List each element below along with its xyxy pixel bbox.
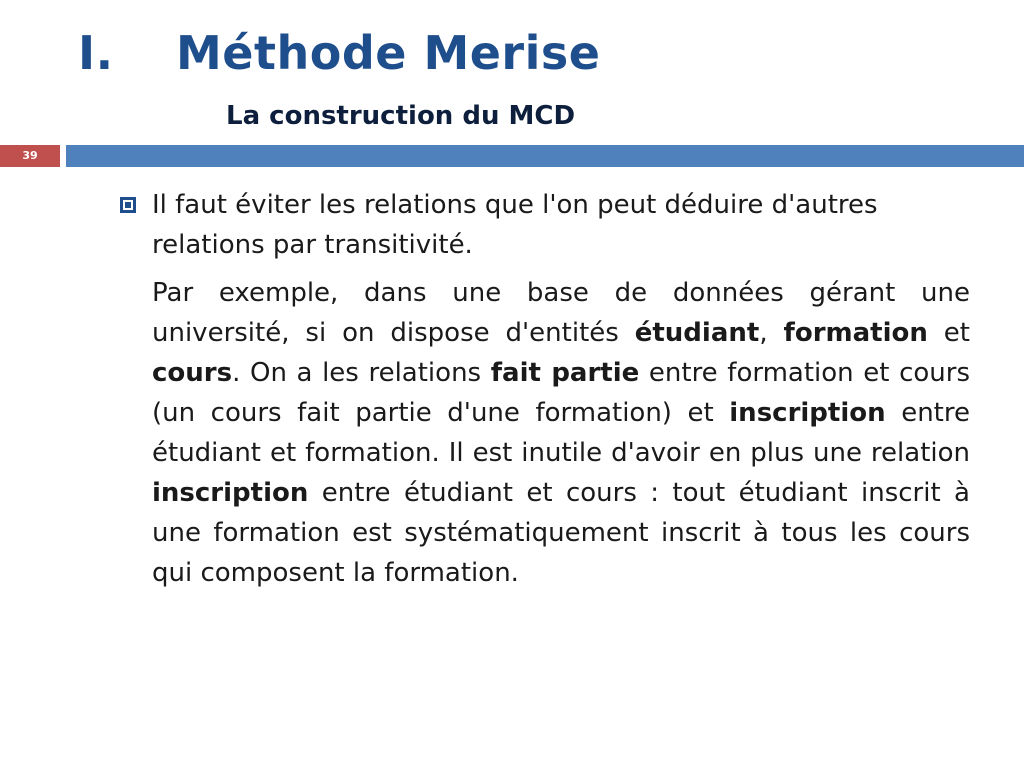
term-cours: cours — [152, 358, 233, 388]
example-paragraph — [120, 273, 970, 593]
para-text-6: entre étudiant et formation. Il est inutile d'avoir en plus une relation — [152, 398, 970, 468]
para-text-1: Par exemple, dans une base de données gérant une université, si on dispose d'entités — [152, 278, 970, 348]
para-text-3: et — [927, 318, 970, 348]
bullet-text: Il faut éviter les relations que l'on peut déduire d'autres relations par transitivité. — [152, 190, 878, 260]
title-text: Méthode Merise — [176, 26, 601, 80]
slide-subtitle: La construction du MCD — [226, 101, 576, 131]
bullet-item — [120, 185, 970, 265]
term-formation: formation — [783, 318, 928, 348]
slide-content — [120, 185, 970, 593]
para-text-5: entre formation et cours (un cours fait partie d'une formation) et — [152, 358, 970, 428]
para-text-7: entre étudiant et cours : tout étudiant inscrit à une formation est systématiquement inscrit à tous les cours qui composent la formation. — [152, 478, 970, 588]
term-fait-partie: fait partie — [490, 358, 640, 388]
para-text-4: . On a les relations — [232, 358, 491, 388]
title-number: I. — [78, 26, 114, 80]
para-text-2: , — [759, 318, 784, 348]
header-band-blue — [66, 145, 1024, 167]
slide-title — [78, 26, 600, 80]
slide-number: 39 — [22, 149, 38, 162]
term-inscription-2: inscription — [152, 478, 309, 508]
square-bullet-icon — [120, 197, 136, 213]
term-etudiant: étudiant — [634, 318, 760, 348]
term-inscription-1: inscription — [729, 398, 886, 428]
